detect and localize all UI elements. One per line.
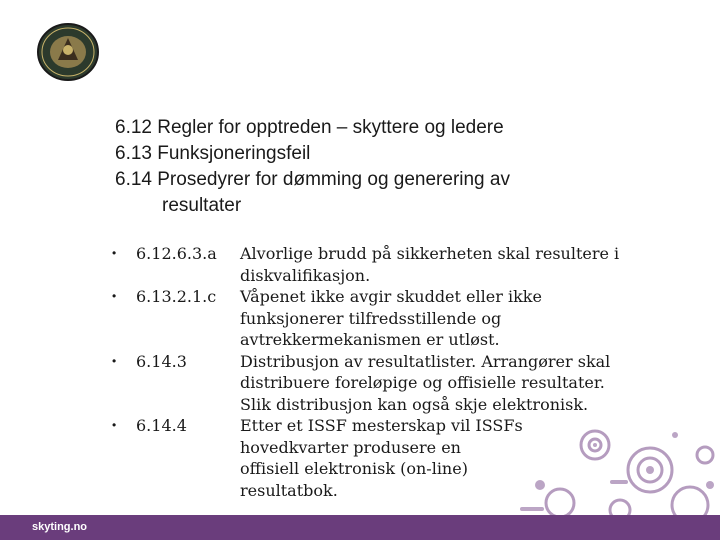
list-item [112,286,682,351]
rule-text-line: offisiell elektronisk (on-line) [240,459,468,478]
rule-reference: 6.12.6.3.a [136,244,217,263]
rule-text [240,286,682,351]
footer-site-label: skyting.no [32,521,88,533]
bullet-icon: • [112,418,117,432]
heading-6-13 [115,141,675,167]
list-item [112,351,682,416]
bullet-icon: • [112,353,117,368]
rule-text-line: Slik distribusjon kan også skje elektronisk. [240,394,589,414]
rule-text-line: Distribusjon av resultatlister. Arrangører skal [240,351,611,371]
heading-6-14 [115,167,675,219]
rule-text-line: hovedkvarter produsere en [240,437,461,457]
rule-text-line: resultatbok. [240,480,338,500]
rule-text-line: Våpenet ikke avgir skuddet eller ikke [240,287,542,306]
rule-text-line: avtrekkermekanismen er utløst. [240,330,500,349]
rule-text [240,351,682,416]
bullet-icon: • [112,289,117,303]
rule-reference: 6.14.3 [136,351,187,371]
club-seal-logo [32,20,104,84]
bullet-icon: • [112,246,117,260]
rule-text-line: Etter et ISSF mesterskap vil ISSFs [240,416,523,435]
rule-reference: 6.13.2.1.c [136,287,217,306]
rule-text-line: Alvorlige brudd på sikkerheten skal resultere i [240,244,620,263]
heading-line: 6.12 Regler for opptreden – skyttere og ledere [115,117,504,138]
heading-line: 6.13 Funksjoneringsfeil [115,143,311,164]
heading-6-12 [115,115,675,141]
heading-line: resultater [162,195,242,216]
footer-bar [0,515,720,540]
rule-reference: 6.14.4 [136,416,187,435]
rule-text-line: distribuere foreløpige og offisielle resultater. [240,373,605,392]
section-headings [115,115,675,219]
list-item [112,243,682,286]
decorative-target-pattern [500,415,720,515]
rule-text-line: funksjonerer tilfredsstillende og [240,308,502,328]
heading-line: 6.14 Prosedyrer for dømming og generering av [115,169,510,190]
rule-text-line: diskvalifikasjon. [240,265,371,285]
rule-text [240,243,682,286]
